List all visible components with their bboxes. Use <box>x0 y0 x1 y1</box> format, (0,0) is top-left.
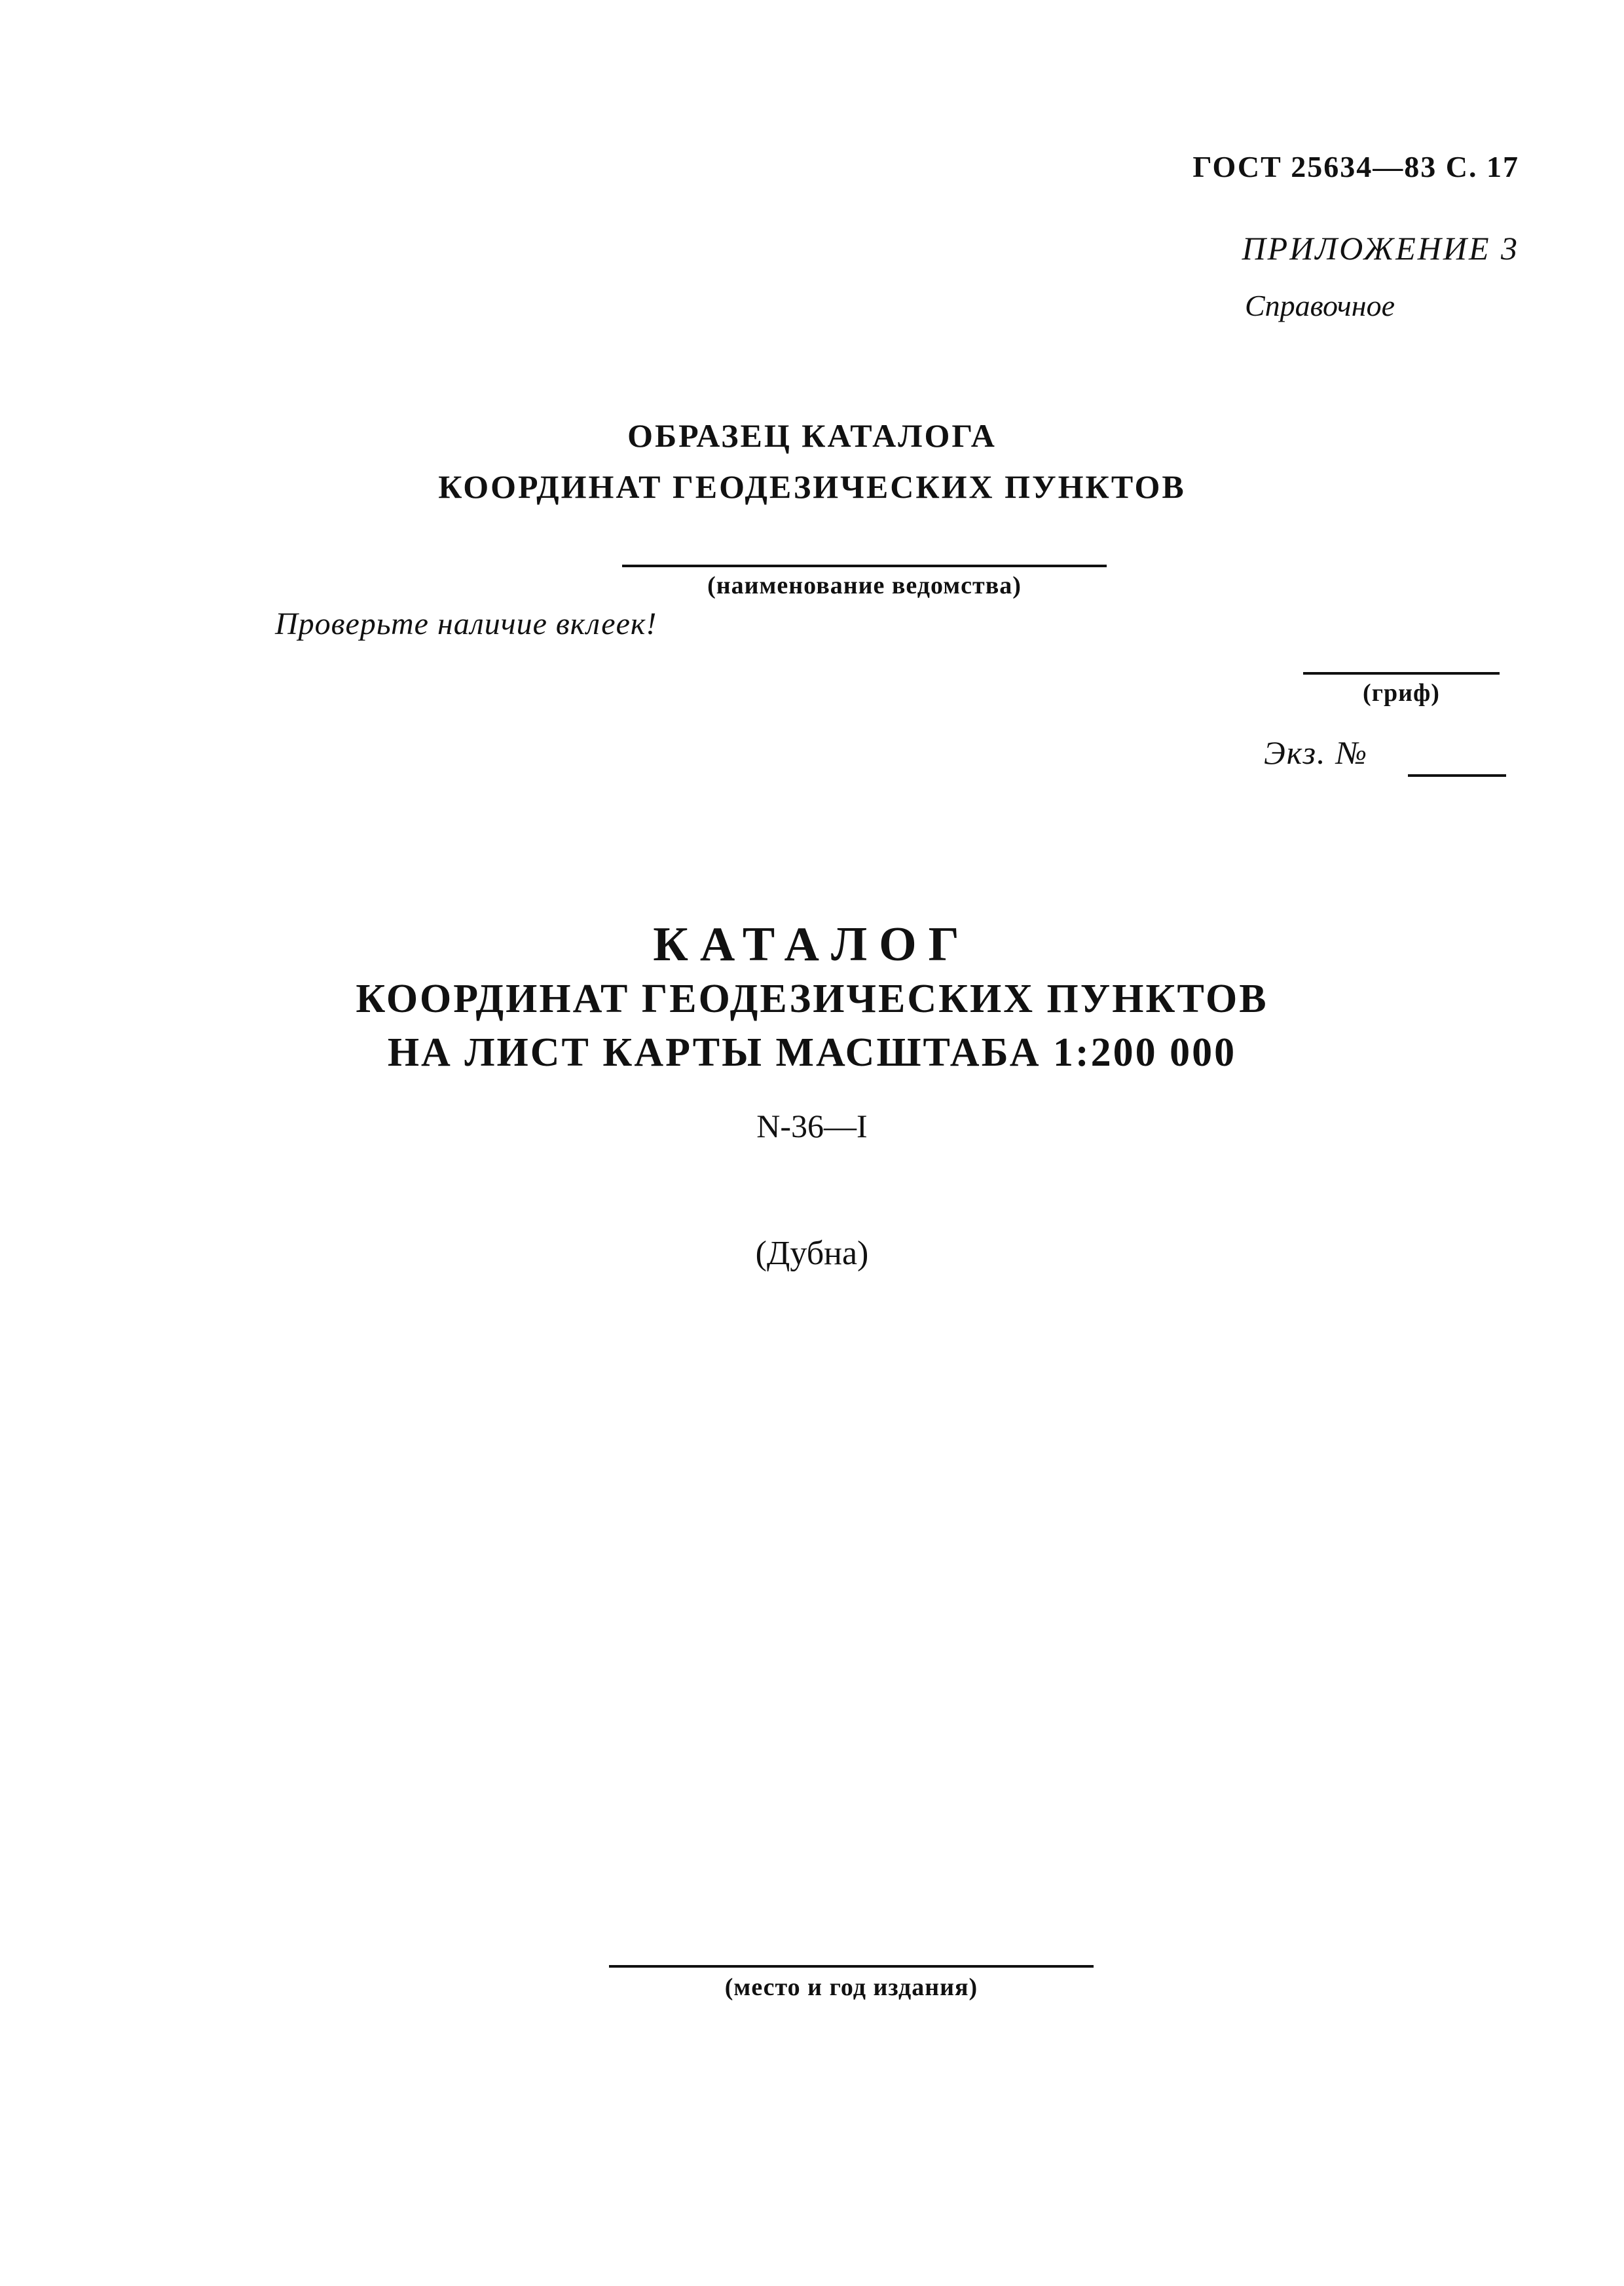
copy-number-blank-line <box>1408 774 1506 777</box>
classification-caption: (гриф) <box>1363 679 1440 707</box>
copy-number-label: Экз. № <box>1264 734 1369 771</box>
sample-title-line-2: КООРДИНАТ ГЕОДЕЗИЧЕСКИХ ПУНКТОВ <box>438 468 1186 505</box>
publication-blank-line <box>609 1965 1094 1968</box>
classification-blank-line <box>1303 672 1500 675</box>
standard-reference: ГОСТ 25634—83 С. 17 <box>1192 150 1519 183</box>
catalog-title-line-3: НА ЛИСТ КАРТЫ МАСШТАБА 1:200 000 <box>387 1030 1237 1075</box>
agency-blank-line <box>622 565 1107 567</box>
catalog-title-line-2: КООРДИНАТ ГЕОДЕЗИЧЕСКИХ ПУНКТОВ <box>356 977 1268 1021</box>
catalog-title-line-1: КАТАЛОГ <box>653 918 971 971</box>
appendix-label: ПРИЛОЖЕНИЕ 3 <box>1242 230 1519 267</box>
place-name: (Дубна) <box>755 1235 869 1272</box>
map-sheet-number: N-36—I <box>756 1108 868 1144</box>
agency-caption: (наименование ведомства) <box>707 572 1022 599</box>
sample-title-line-1: ОБРАЗЕЦ КАТАЛОГА <box>627 417 997 454</box>
publication-caption: (место и год издания) <box>724 1974 978 2001</box>
check-inserts-note: Проверьте наличие вклеек! <box>275 607 657 641</box>
appendix-type: Справочное <box>1244 289 1395 322</box>
